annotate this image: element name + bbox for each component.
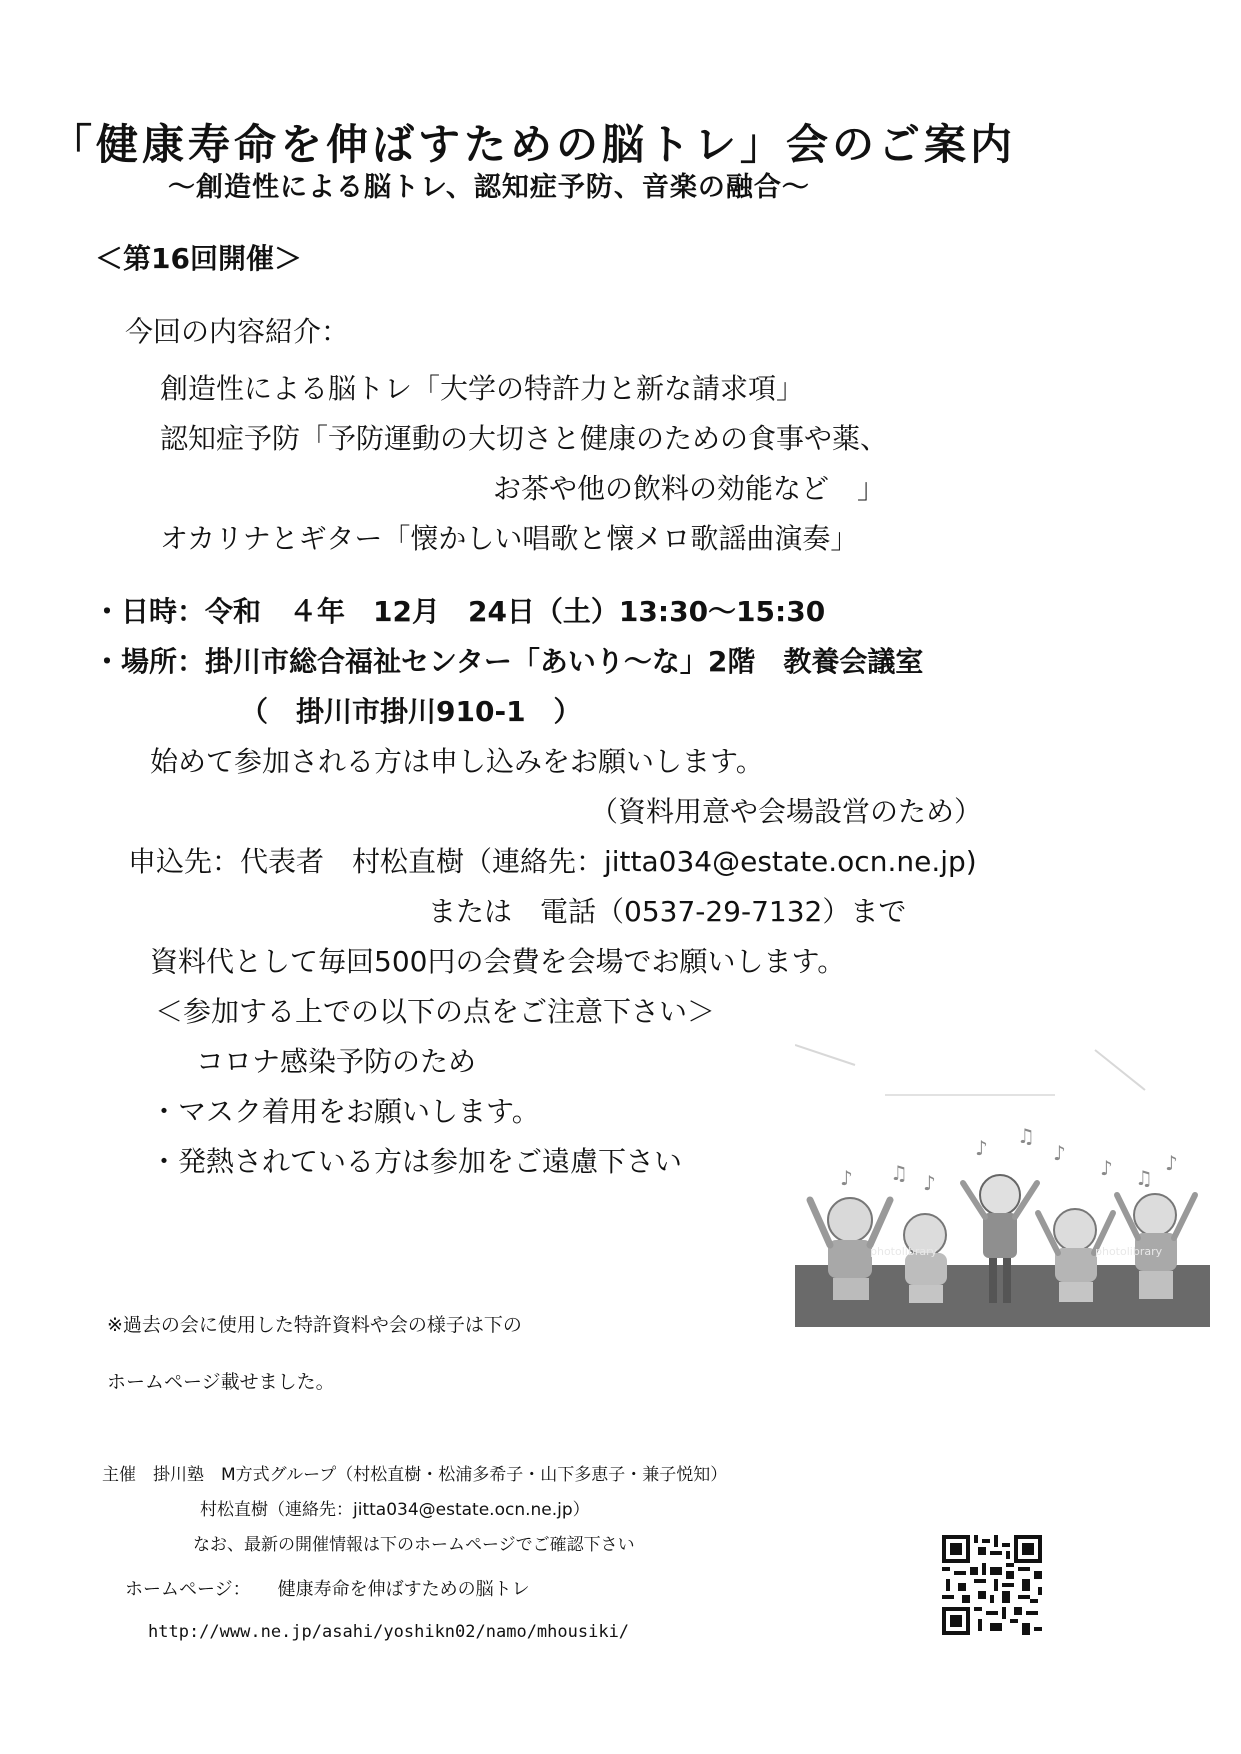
latest-info-note: なお、最新の開催情報は下のホームページでご確認下さい	[193, 1535, 635, 1555]
svg-text:♫: ♫	[890, 1161, 908, 1185]
svg-text:♫: ♫	[1135, 1166, 1153, 1190]
watermark-left: photolibrary	[870, 1245, 938, 1258]
organizer-contact: 村松直樹（連絡先：jitta034@estate.ocn.ne.jp）	[200, 1500, 590, 1520]
content-item-dementia-prevention: 認知症予防「予防運動の大切さと健康のための食事や薬、	[160, 422, 889, 455]
organizer-line: 主催 掛川塾 M方式グループ（村松直樹・松浦多希子・山下多恵子・兼子悦知）	[102, 1465, 728, 1485]
svg-text:♪: ♪	[840, 1166, 853, 1190]
corona-note: コロナ感染予防のため	[196, 1045, 477, 1078]
person-2	[904, 1214, 947, 1303]
homepage-label: ホームページ： 健康寿命を伸ばすための脳トレ	[125, 1579, 530, 1600]
music-group-illustration	[795, 1035, 1210, 1335]
svg-text:♪: ♪	[1053, 1141, 1066, 1165]
event-place: ・場所：掛川市総合福祉センター「あいり～な」2階 教養会議室	[93, 645, 924, 678]
mask-note: ・マスク着用をお願いします。	[150, 1095, 540, 1128]
content-item-brain-training: 創造性による脳トレ「大学の特許力と新な請求項」	[160, 372, 805, 405]
apply-phone: または 電話（0537-29-7132）まで	[428, 895, 907, 928]
flyer-title: 「健康寿命を伸ばすための脳トレ」会のご案内	[50, 120, 1017, 169]
watermark-right: photolibrary	[1095, 1245, 1163, 1258]
event-datetime: ・日時：令和 ４年 12月 24日（土）13:30～15:30	[93, 595, 826, 628]
past-materials-note-line2: ホームページ載せました。	[107, 1371, 335, 1393]
svg-text:♪: ♪	[923, 1171, 936, 1195]
content-item-music: オカリナとギター「懐かしい唱歌と懐メロ歌謡曲演奏」	[160, 522, 859, 555]
apply-contact: 申込先：代表者 村松直樹（連絡先：jitta034@estate.ocn.ne.jp)	[128, 845, 977, 878]
svg-text:♫: ♫	[1017, 1124, 1035, 1148]
content-item-dementia-continued: お茶や他の飲料の効能など 」	[493, 472, 886, 505]
qr-code[interactable]	[942, 1535, 1042, 1635]
flyer-subtitle: ～創造性による脳トレ、認知症予防、音楽の融合～	[168, 172, 810, 203]
caution-header: ＜参加する上での以下の点をご注意下さい＞	[155, 995, 716, 1028]
event-address: （ 掛川市掛川910-1 ）	[240, 695, 582, 728]
apply-note: 始めて参加される方は申し込みをお願いします。	[150, 745, 764, 778]
svg-text:♪: ♪	[1100, 1156, 1113, 1180]
apply-reason: （資料用意や会場設営のため）	[590, 795, 983, 828]
fee-note: 資料代として毎回500円の会費を会場でお願いします。	[150, 945, 846, 978]
content-intro: 今回の内容紹介：	[125, 315, 350, 348]
svg-text:♪: ♪	[1165, 1151, 1178, 1175]
fever-note: ・発熱されている方は参加をご遠慮下さい	[150, 1145, 683, 1178]
session-number: ＜第16回開催＞	[95, 242, 302, 275]
homepage-url[interactable]: http://www.ne.jp/asahi/yoshikn02/namo/mhousiki/	[148, 1622, 630, 1642]
svg-text:♪: ♪	[975, 1136, 988, 1160]
past-materials-note-line1: ※過去の会に使用した特許資料や会の様子は下の	[107, 1314, 522, 1336]
